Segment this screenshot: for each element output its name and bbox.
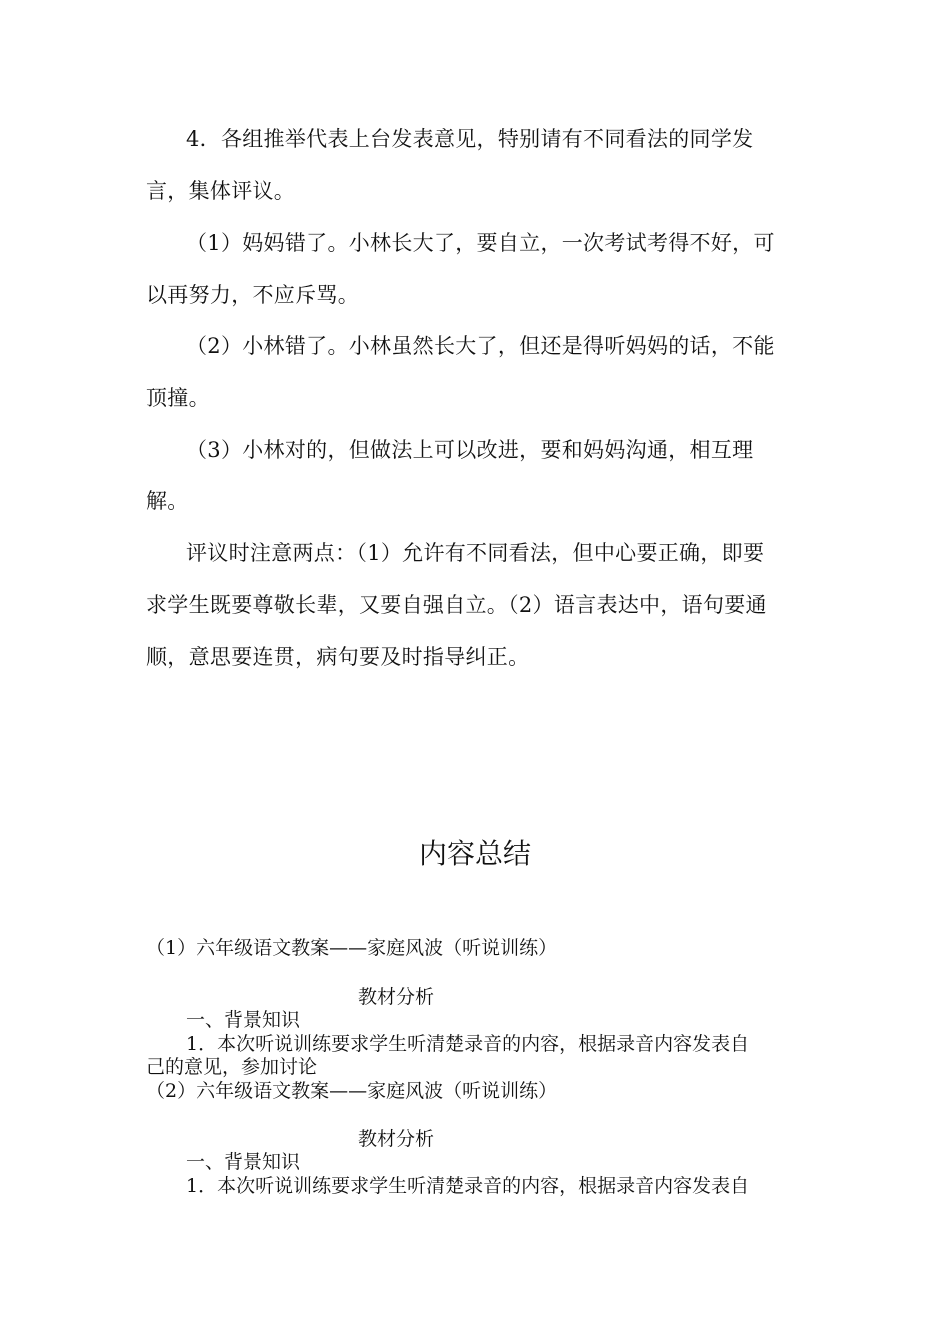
summary-item-1-section: 一、背景知识 [186,1009,301,1031]
summary-item-1-heading: 教材分析 [358,986,435,1008]
summary-item-1-text-line-2: 己的意见，参加讨论 [146,1056,318,1078]
summary-title: 内容总结 [418,837,531,870]
summary-item-2-heading: 教材分析 [358,1128,435,1150]
summary-item-2-text-line-1: 1．本次听说训练要求学生听清楚录音的内容，根据录音内容发表自 [186,1175,750,1197]
summary-item-1-text-line-1: 1．本次听说训练要求学生听清楚录音的内容，根据录音内容发表自 [186,1033,750,1055]
evaluation-note-line-3: 顺，意思要连贯，病句要及时指导纠正。 [146,645,530,669]
opinion-3-line-2: 解。 [146,489,189,513]
opinion-1-line-1: （1）妈妈错了。小林长大了，要自立，一次考试考得不好，可 [186,231,775,255]
evaluation-note-line-2: 求学生既要尊敬长辈，又要自强自立。（2）语言表达中，语句要通 [146,593,767,617]
summary-item-2-section: 一、背景知识 [186,1151,301,1173]
opinion-2-line-1: （2）小林错了。小林虽然长大了，但还是得听妈妈的话，不能 [186,334,775,358]
evaluation-note-line-1: 评议时注意两点：（1）允许有不同看法，但中心要正确，即要 [186,541,765,565]
opinion-2-line-2: 顶撞。 [146,386,210,410]
paragraph-4-line-2: 言，集体评议。 [146,179,296,203]
opinion-3-line-1: （3）小林对的，但做法上可以改进，要和妈妈沟通，相互理 [186,438,754,462]
paragraph-4-line-1: 4．各组推举代表上台发表意见，特别请有不同看法的同学发 [186,127,754,151]
summary-item-1-title: （1）六年级语文教案——家庭风波（听说训练） [146,937,558,959]
opinion-1-line-2: 以再努力，不应斥骂。 [146,283,359,307]
summary-item-2-title: （2）六年级语文教案——家庭风波（听说训练） [146,1080,558,1102]
